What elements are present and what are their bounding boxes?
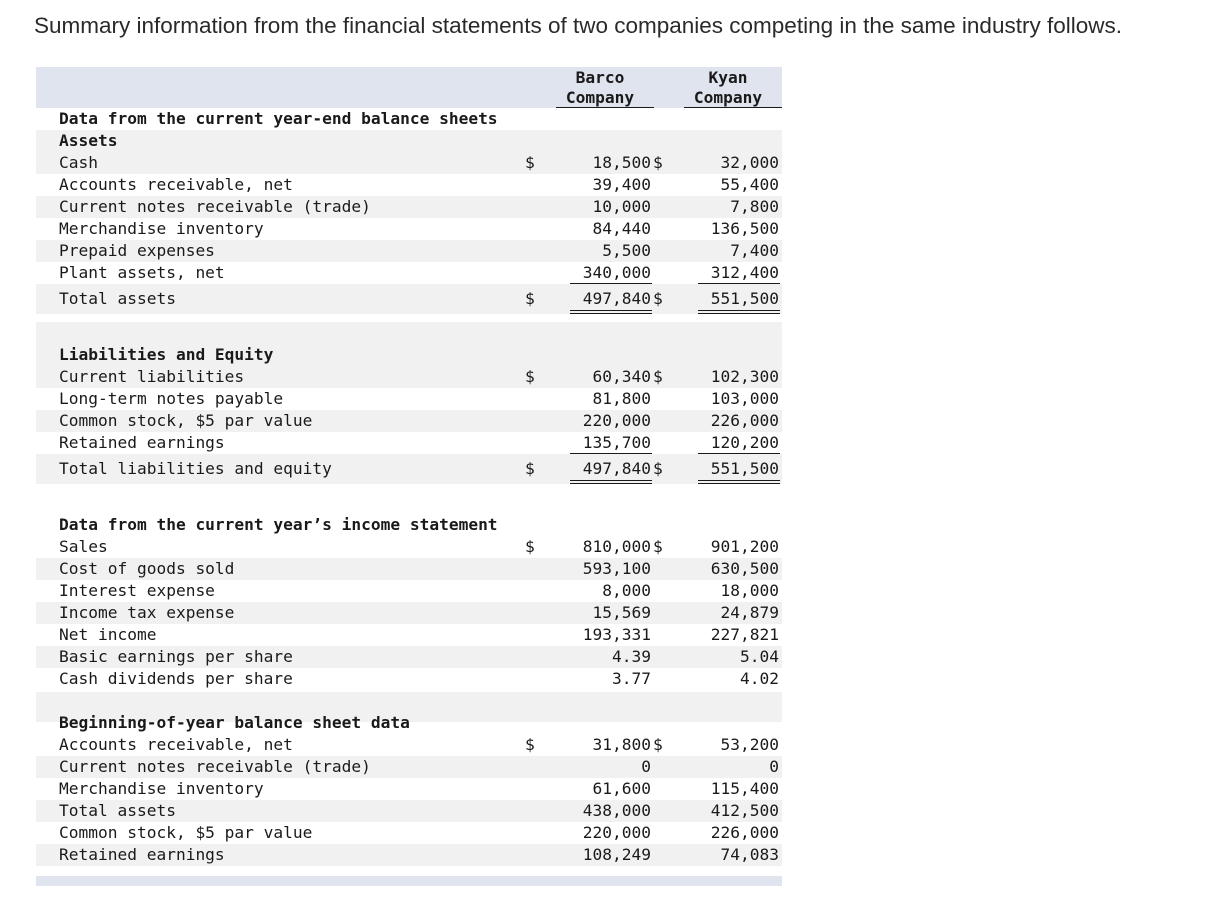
value-kyan: 0 [769,757,779,776]
row-label: Prepaid expenses [59,241,215,260]
row-label: Current liabilities [59,367,245,386]
value-barco: 39,400 [592,175,651,194]
table-row [36,602,782,624]
value-kyan: 5.04 [740,647,779,666]
row-label: Long-term notes payable [59,389,284,408]
financial-data-table [36,67,782,897]
value-barco: 193,331 [582,625,651,644]
row-label: Total assets [59,289,176,308]
table-row [36,822,782,844]
row-label: Current notes receivable (trade) [59,757,371,776]
table-row [36,410,782,432]
table-row [36,844,782,866]
table-row [36,646,782,668]
value-kyan: 32,000 [720,153,779,172]
column-header-kyan [678,67,778,108]
value-barco: 810,000 [582,537,651,556]
value-kyan: 901,200 [710,537,779,556]
value-kyan: 103,000 [710,389,779,408]
column-header-barco-line1: Barco [575,68,625,87]
value-barco: 593,100 [582,559,651,578]
table-footer-band [36,876,782,886]
value-kyan: 630,500 [710,559,779,578]
column-header-barco [550,67,650,108]
row-label: Sales [59,537,108,556]
table-row [36,152,782,174]
table-row [36,196,782,218]
row-label: Accounts receivable, net [59,735,293,754]
row-label: Interest expense [59,581,215,600]
subheading-liabilities-equity: Liabilities and Equity [59,345,274,364]
double-underline [570,480,652,481]
row-label: Common stock, $5 par value [59,823,313,842]
table-row [36,366,782,388]
section-heading-row [36,514,782,536]
value-kyan: 102,300 [710,367,779,386]
value-kyan: 24,879 [720,603,779,622]
value-barco: 60,340 [592,367,651,386]
section-heading-beginning-balance: Beginning-of-year balance sheet data [59,713,410,732]
row-label: Plant assets, net [59,263,225,282]
value-barco: 18,500 [592,153,651,172]
value-barco: 497,840 [582,459,651,478]
row-label: Income tax expense [59,603,235,622]
value-kyan: 551,500 [710,289,779,308]
currency-symbol: $ [653,459,663,478]
section-heading-row [36,712,782,734]
value-barco: 31,800 [592,735,651,754]
value-kyan: 74,083 [720,845,779,864]
currency-symbol: $ [525,537,535,556]
table-row [36,580,782,602]
value-kyan: 7,400 [730,241,779,260]
value-barco: 0 [641,757,651,776]
table-row [36,388,782,410]
value-barco: 84,440 [592,219,651,238]
double-underline [570,483,652,484]
row-label: Total liabilities and equity [59,459,332,478]
double-underline [698,310,780,311]
table-row [36,756,782,778]
double-underline [698,480,780,481]
table-row [36,536,782,558]
table-row [36,174,782,196]
value-kyan: 136,500 [710,219,779,238]
subheading-assets: Assets [59,131,118,150]
section-heading-balance-sheet: Data from the current year-end balance sheets [59,109,498,128]
value-barco: 81,800 [592,389,651,408]
currency-symbol: $ [525,367,535,386]
value-kyan: 55,400 [720,175,779,194]
value-barco: 220,000 [582,823,651,842]
value-kyan: 120,200 [710,433,779,452]
value-barco: 135,700 [582,433,651,452]
value-barco: 5,500 [602,241,651,260]
row-label: Net income [59,625,157,644]
value-barco: 220,000 [582,411,651,430]
value-barco: 8,000 [602,581,651,600]
value-barco: 15,569 [592,603,651,622]
table-row [36,624,782,646]
intro-text: Summary information from the financial statements of two companies competing in the same industry follows. [34,13,1122,38]
column-header-kyan-line1: Kyan [708,68,748,87]
row-label: Retained earnings [59,433,225,452]
value-kyan: 551,500 [710,459,779,478]
value-barco: 61,600 [592,779,651,798]
total-assets-row [36,284,782,314]
row-label: Basic earnings per share [59,647,293,666]
value-barco: 3.77 [612,669,651,688]
table-row [36,558,782,580]
double-underline [698,483,780,484]
value-barco: 340,000 [582,263,651,282]
value-kyan: 227,821 [710,625,779,644]
row-label: Common stock, $5 par value [59,411,313,430]
value-kyan: 115,400 [710,779,779,798]
table-row [36,778,782,800]
value-kyan: 18,000 [720,581,779,600]
value-kyan: 7,800 [730,197,779,216]
table-row [36,432,782,454]
row-label: Merchandise inventory [59,779,264,798]
row-label: Accounts receivable, net [59,175,293,194]
value-barco: 108,249 [582,845,651,864]
row-label: Cash dividends per share [59,669,293,688]
section-heading-income-statement: Data from the current year’s income statement [59,515,498,534]
value-kyan: 53,200 [720,735,779,754]
row-label: Cost of goods sold [59,559,235,578]
currency-symbol: $ [653,735,663,754]
row-label: Current notes receivable (trade) [59,197,371,216]
value-barco: 438,000 [582,801,651,820]
currency-symbol: $ [653,367,663,386]
row-label: Retained earnings [59,845,225,864]
value-kyan: 4.02 [740,669,779,688]
total-liabilities-equity-row [36,454,782,484]
double-underline [570,313,652,314]
currency-symbol: $ [653,289,663,308]
value-barco: 497,840 [582,289,651,308]
section-heading-row [36,108,782,130]
table-row [36,734,782,756]
table-row [36,218,782,240]
column-header-kyan-line2: Company [693,88,763,107]
column-header-barco-line2: Company [565,88,635,107]
currency-symbol: $ [525,289,535,308]
table-row [36,240,782,262]
double-underline [570,310,652,311]
value-kyan: 226,000 [710,823,779,842]
row-label: Cash [59,153,98,172]
table-row [36,668,782,690]
section-heading-row [36,344,782,366]
table-row [36,262,782,284]
currency-symbol: $ [525,153,535,172]
currency-symbol: $ [525,459,535,478]
value-kyan: 312,400 [710,263,779,282]
value-barco: 4.39 [612,647,651,666]
double-underline [698,313,780,314]
currency-symbol: $ [653,153,663,172]
currency-symbol: $ [653,537,663,556]
table-row [36,800,782,822]
table-header-band [36,67,782,108]
value-kyan: 226,000 [710,411,779,430]
currency-symbol: $ [525,735,535,754]
row-label: Merchandise inventory [59,219,264,238]
value-kyan: 412,500 [710,801,779,820]
row-label: Total assets [59,801,176,820]
section-heading-row [36,130,782,152]
value-barco: 10,000 [592,197,651,216]
